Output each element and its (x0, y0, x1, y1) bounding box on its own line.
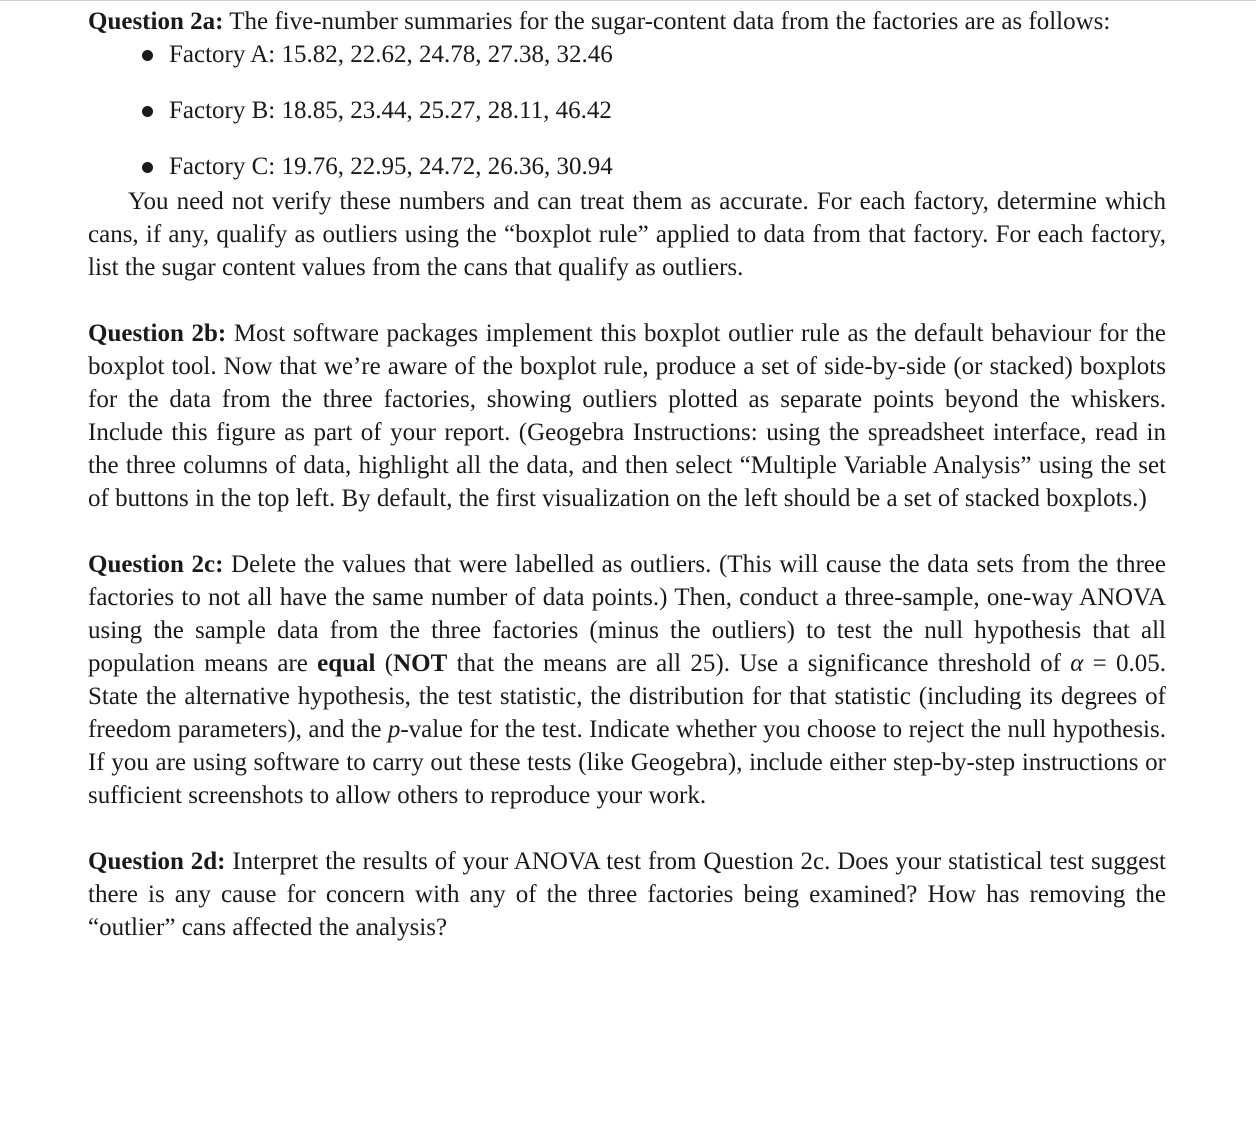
question-2a-intro (88, 5, 1166, 38)
bullet-icon (142, 162, 153, 173)
question-2c-equal: equal (317, 650, 376, 677)
factory-c-summary: 19.76, 22.95, 24.72, 26.36, 30.94 (281, 153, 613, 180)
question-2a-label: Question 2a: (88, 8, 224, 35)
list-item-factory-a (88, 38, 1166, 71)
question-2a-intro-text: The five-number summaries for the sugar-content data from the factories are as follows: (223, 8, 1111, 35)
question-2d-body: Interpret the results of your ANOVA test from Question 2c. Does your statistical test suggest there is any cause for concern with any of the three factories being examined? How has removing the “outlier” cans affected the analysis? (88, 848, 1166, 941)
question-2c-label: Question 2c: (88, 551, 224, 578)
bullet-icon (142, 50, 153, 61)
document-page (88, 5, 1166, 944)
factory-b-summary: 18.85, 23.44, 25.27, 28.11, 46.42 (281, 97, 612, 124)
factory-list (88, 38, 1166, 183)
top-rule (0, 0, 1256, 1)
question-2c-part5: -value for the test. Indicate whether you choose to reject the null hypothesis. If you are using software to carry out these tests (like Geogebra), include either step-by-step instructions or sufficient screenshots to allow others to reproduce your work. (88, 716, 1166, 809)
question-2c-part1: Delete the values that were labelled as outliers. (This will cause the data sets from the three factories to not all have the same number of data points.) Then, conduct a three-sample, one-way ANOVA using the sample data from the three factories (minus the outliers) to test the null hypothesis that all population means are (88, 551, 1166, 677)
question-2c-part2: ( (375, 650, 394, 677)
question-2c-part4: = 0.05. State the alternative hypothesis, the test statistic, the distribution for that statistic (including its degrees of freedom parameters), and the (88, 650, 1166, 743)
question-2d-label: Question 2d: (88, 848, 226, 875)
alpha-symbol: α (1070, 650, 1084, 677)
factory-c-name: Factory C: (169, 153, 276, 180)
question-2d (88, 845, 1166, 944)
question-2c-part3: that the means are all 25). Use a significance threshold of (447, 650, 1071, 677)
factory-a-name: Factory A: (169, 41, 276, 68)
question-2a-body: You need not verify these numbers and can treat them as accurate. For each factory, determine which cans, if any, qualify as outliers using the “boxplot rule” applied to data from that factory. For each factory, list the sugar content values from the cans that qualify as outliers. (88, 188, 1166, 281)
factory-b-name: Factory B: (169, 97, 276, 124)
list-item-factory-b (88, 94, 1166, 127)
bullet-icon (142, 106, 153, 117)
factory-a-summary: 15.82, 22.62, 24.78, 27.38, 32.46 (281, 41, 613, 68)
question-2c (88, 548, 1166, 812)
question-2c-not: NOT (393, 650, 448, 677)
question-2b-label: Question 2b: (88, 320, 227, 347)
p-symbol: p (387, 716, 401, 743)
list-item-factory-c (88, 150, 1166, 183)
question-2b (88, 317, 1166, 515)
question-2b-body: Most software packages implement this boxplot outlier rule as the default behaviour for the boxplot tool. Now that we’re aware of the boxplot rule, produce a set of side-by-side (or stacked) boxplots for the data from the three factories, showing outliers plotted as separate points beyond the whiskers. Include this figure as part of your report. (Geogebra Instructions: using the spreadsheet interface, read in the three columns of data, highlight all the data, and then select “Multiple Variable Analysis” using the set of buttons in the top left. By default, the first visualization on the left should be a set of stacked boxplots.) (88, 320, 1166, 512)
